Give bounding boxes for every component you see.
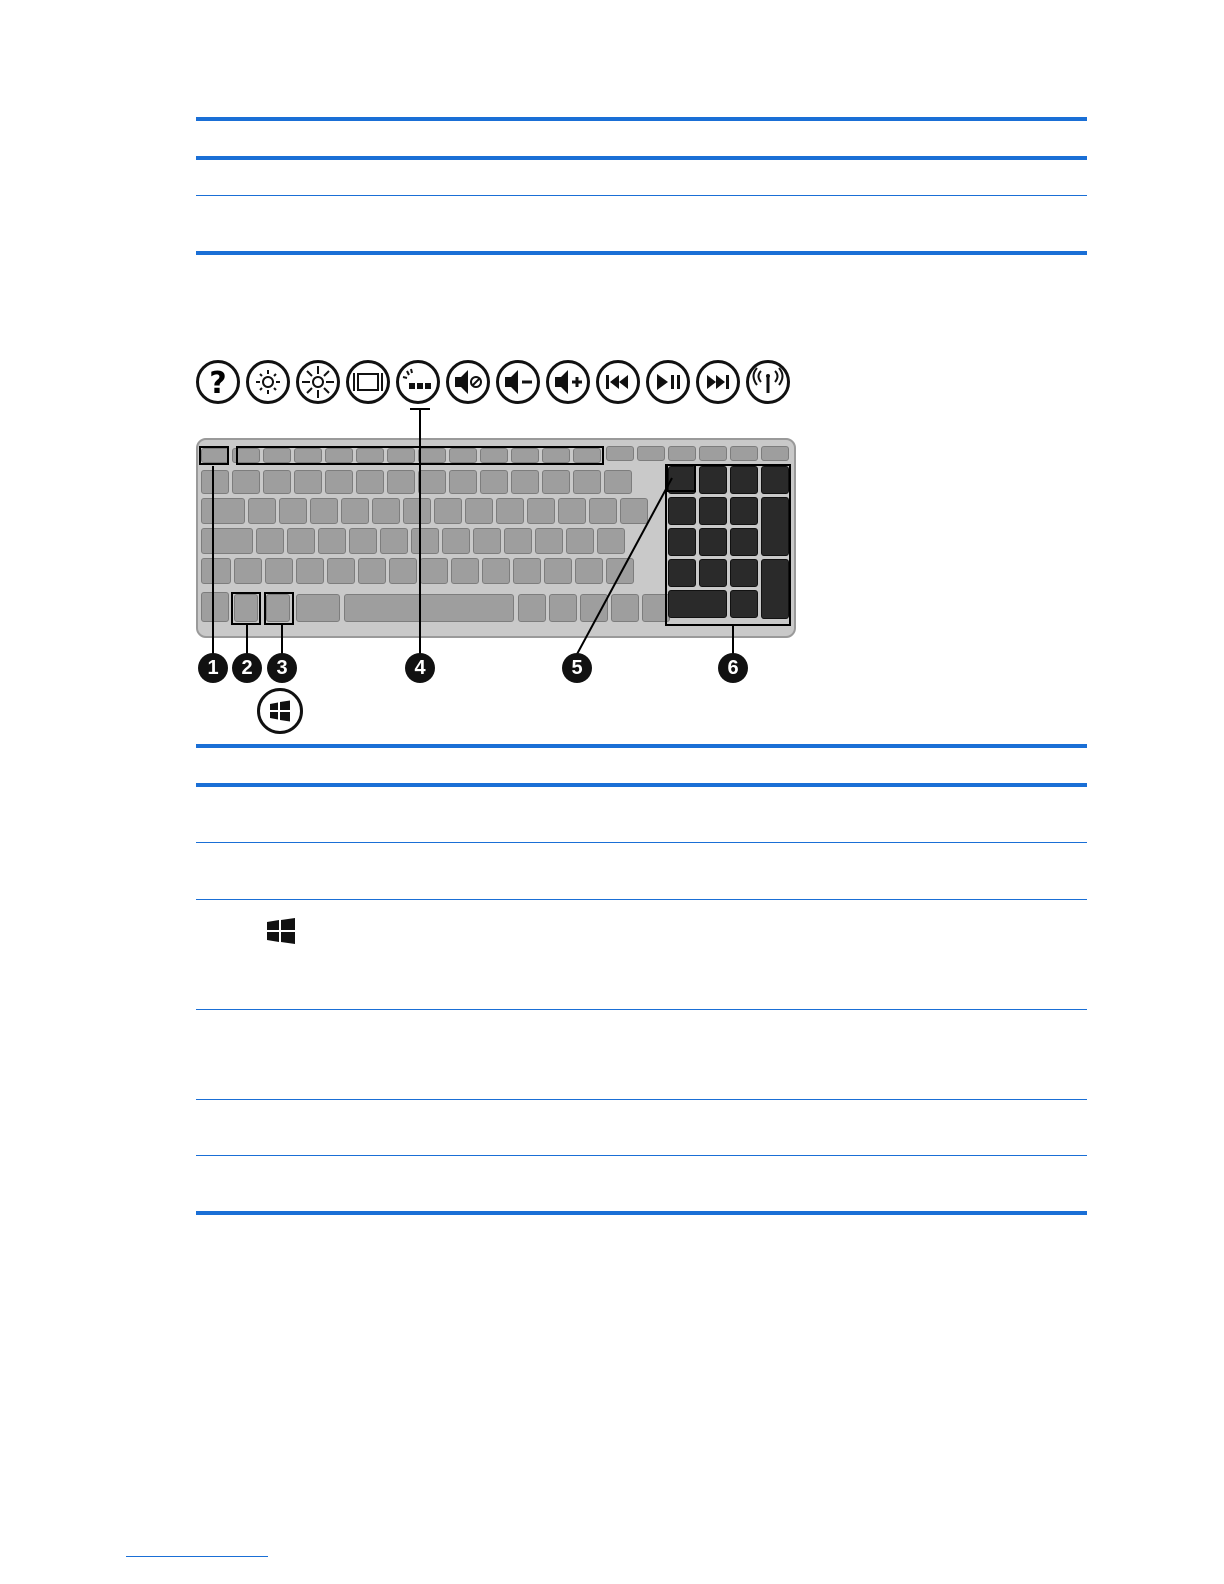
keyboard-key: [637, 446, 665, 461]
keyboard-key: [372, 498, 400, 524]
keyboard-key: [201, 592, 229, 622]
keyboard-key: [294, 470, 322, 494]
fn-key-highlight: [199, 446, 229, 465]
mute-icon: [446, 360, 490, 404]
keyboard-key: [327, 558, 355, 584]
keyboard-key: [344, 594, 514, 622]
keyboard-key: [356, 470, 384, 494]
table-header-rule: [196, 156, 1087, 160]
next-track-icon: [696, 360, 740, 404]
function-key-icon-strip: [196, 360, 796, 408]
keyboard-key: [418, 470, 446, 494]
callout-6: 6: [718, 653, 748, 683]
display-switch-icon: [346, 360, 390, 404]
svg-text:?: ?: [209, 366, 227, 401]
numeric-keypad-highlight: [665, 464, 791, 626]
windows-logo-icon: [266, 918, 296, 944]
keyboard-key: [527, 498, 555, 524]
keyboard-key: [518, 594, 546, 622]
keyboard-key: [265, 558, 293, 584]
keyboard-key: [201, 558, 231, 584]
callout-line-3: [281, 625, 283, 654]
keyboard-key: [668, 446, 696, 461]
previous-track-icon: [596, 360, 640, 404]
windows-key-icon: [257, 688, 303, 734]
keyboard-illustration: [196, 438, 796, 638]
play-pause-icon: [646, 360, 690, 404]
table2-row-divider: [196, 842, 1087, 843]
callout-line-5: [570, 476, 680, 658]
table2-row-divider: [196, 1155, 1087, 1156]
footer-rule: [126, 1556, 268, 1557]
windows-key-highlight: [264, 592, 294, 625]
keyboard-key: [387, 470, 415, 494]
keyboard-key: [380, 528, 408, 554]
keyboard-key: [542, 470, 570, 494]
keyboard-key: [232, 470, 260, 494]
keyboard-key: [201, 470, 229, 494]
keyboard-key: [296, 558, 324, 584]
keyboard-key: [449, 470, 477, 494]
brightness-up-icon: [296, 360, 340, 404]
keyboard-key: [451, 558, 479, 584]
volume-down-icon: [496, 360, 540, 404]
keyboard-key: [403, 498, 431, 524]
keyboard-key: [411, 528, 439, 554]
table2-bottom-rule: [196, 1211, 1087, 1215]
fn-key-highlight-2: [231, 592, 261, 625]
keyboard-key: [341, 498, 369, 524]
table-top-rule: [196, 117, 1087, 121]
keyboard-key: [761, 446, 789, 461]
callout-line-2: [246, 625, 248, 654]
table2-header-rule: [196, 783, 1087, 787]
keyboard-key: [318, 528, 346, 554]
keyboard-key: [480, 470, 508, 494]
callout-line-1: [212, 466, 214, 654]
volume-up-icon: [546, 360, 590, 404]
help-icon: [196, 360, 240, 404]
keyboard-key: [349, 528, 377, 554]
keyboard-key: [420, 558, 448, 584]
keyboard-key: [263, 470, 291, 494]
callout-2: 2: [232, 653, 262, 683]
keyboard-key: [310, 498, 338, 524]
keyboard-key: [201, 528, 253, 554]
keyboard-key: [434, 498, 462, 524]
table2-top-rule: [196, 744, 1087, 748]
keyboard-key: [201, 498, 245, 524]
table-bottom-rule: [196, 251, 1087, 255]
keyboard-key: [325, 470, 353, 494]
callout-1: 1: [198, 653, 228, 683]
keyboard-key: [296, 594, 340, 622]
callout-3: 3: [267, 653, 297, 683]
table-row-divider: [196, 195, 1087, 196]
keyboard-key: [535, 528, 563, 554]
keyboard-key: [234, 558, 262, 584]
keyboard-key: [699, 446, 727, 461]
keyboard-key: [256, 528, 284, 554]
keyboard-key: [504, 528, 532, 554]
keyboard-key: [482, 558, 510, 584]
callout-5: 5: [562, 653, 592, 683]
keyboard-key: [389, 558, 417, 584]
keyboard-key: [511, 470, 539, 494]
keyboard-key: [248, 498, 276, 524]
callout-line-6: [732, 626, 734, 654]
keyboard-key: [442, 528, 470, 554]
callout-line-4-top: [410, 408, 430, 410]
table2-row-divider: [196, 899, 1087, 900]
keyboard-backlight-icon: [396, 360, 440, 404]
keyboard-key: [606, 446, 634, 461]
keyboard-key: [279, 498, 307, 524]
keyboard-key: [544, 558, 572, 584]
table2-row-divider: [196, 1099, 1087, 1100]
keyboard-key: [730, 446, 758, 461]
brightness-down-icon: [246, 360, 290, 404]
keyboard-key: [465, 498, 493, 524]
keyboard-key: [513, 558, 541, 584]
table2-row-divider: [196, 1009, 1087, 1010]
callout-line-4: [419, 408, 421, 654]
keyboard-key: [473, 528, 501, 554]
wireless-icon: [746, 360, 790, 404]
keyboard-key: [287, 528, 315, 554]
callout-4: 4: [405, 653, 435, 683]
keyboard-key: [358, 558, 386, 584]
keyboard-key: [496, 498, 524, 524]
